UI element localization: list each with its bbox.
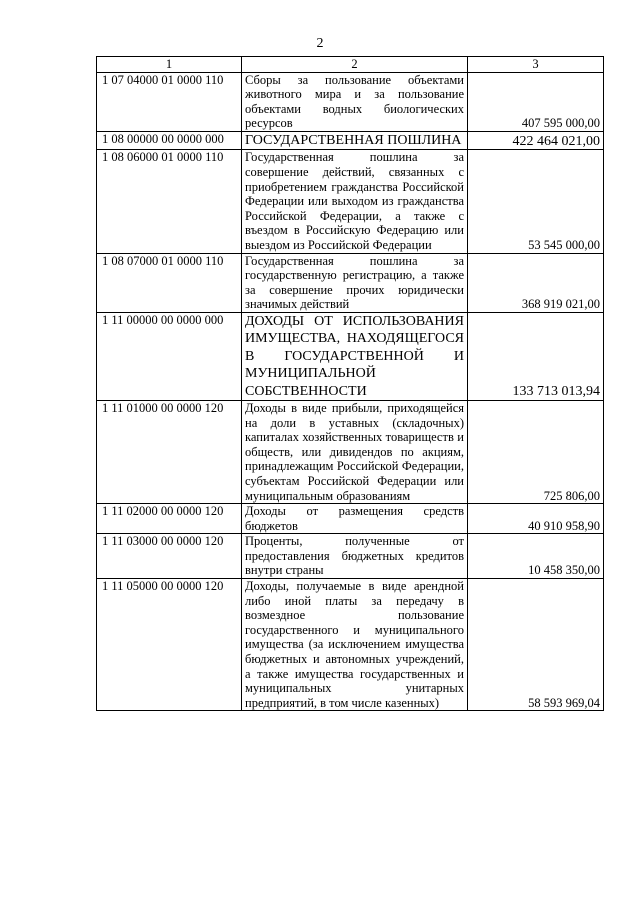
revenue-amount: 58 593 969,04 <box>468 579 604 711</box>
budget-code: 1 08 07000 01 0000 110 <box>97 253 242 312</box>
revenue-name: Сборы за пользование объектами животного мира и за пользование объектами водных биологических ресурсов <box>242 72 468 131</box>
column-header-1: 1 <box>97 57 242 73</box>
column-header-3: 3 <box>468 57 604 73</box>
revenue-name: Доходы в виде прибыли, приходящейся на доли в уставных (складочных) капиталах хозяйственных товариществ и обществ, или дивидендов по акциям, принадлежащим Российской Федерации, субъектам Российской Федерации или муниципальным образованиям <box>242 400 468 503</box>
budget-code: 1 11 00000 00 0000 000 <box>97 312 242 400</box>
table-row <box>97 72 604 131</box>
revenue-name: ДОХОДЫ ОТ ИСПОЛЬЗОВАНИЯ ИМУЩЕСТВА, НАХОДЯЩЕГОСЯ В ГОСУДАРСТВЕННОЙ И МУНИЦИПАЛЬНОЙ СОБСТВЕННОСТИ <box>242 312 468 400</box>
budget-code: 1 11 01000 00 0000 120 <box>97 400 242 503</box>
table-header-row <box>97 57 604 73</box>
revenue-table <box>96 56 604 711</box>
revenue-name: Доходы, получаемые в виде арендной либо иной платы за передачу в возмездное пользование государственного и муниципального имущества (за исключением имущества бюджетных и автономных учреждений, а также имущества государственных и муниципальных унитарных предприятий, в том числе казенных) <box>242 579 468 711</box>
revenue-name: Государственная пошлина за государственную регистрацию, а также за совершение прочих юридически значимых действий <box>242 253 468 312</box>
revenue-amount: 40 910 958,90 <box>468 504 604 534</box>
budget-code: 1 11 03000 00 0000 120 <box>97 534 242 579</box>
revenue-name: Доходы от размещения средств бюджетов <box>242 504 468 534</box>
revenue-name: Государственная пошлина за совершение действий, связанных с приобретением гражданства Российской Федерации или выходом из гражданства Российской Федерации, а также с въездом в Российскую Федерацию или выездом из Российской Федерации <box>242 150 468 253</box>
budget-code: 1 11 05000 00 0000 120 <box>97 579 242 711</box>
table-row <box>97 131 604 149</box>
table-row <box>97 504 604 534</box>
column-header-2: 2 <box>242 57 468 73</box>
revenue-amount: 725 806,00 <box>468 400 604 503</box>
budget-code: 1 11 02000 00 0000 120 <box>97 504 242 534</box>
revenue-amount: 368 919 021,00 <box>468 253 604 312</box>
table-row <box>97 400 604 503</box>
budget-code: 1 08 06000 01 0000 110 <box>97 150 242 253</box>
table-row <box>97 253 604 312</box>
budget-code: 1 07 04000 01 0000 110 <box>97 72 242 131</box>
page-number: 2 <box>316 36 324 51</box>
table-row <box>97 534 604 579</box>
table-row <box>97 579 604 711</box>
budget-code: 1 08 00000 00 0000 000 <box>97 131 242 149</box>
table-row <box>97 312 604 400</box>
revenue-name: ГОСУДАРСТВЕННАЯ ПОШЛИНА <box>242 131 468 149</box>
table-row <box>97 150 604 253</box>
revenue-amount: 407 595 000,00 <box>468 72 604 131</box>
revenue-amount: 10 458 350,00 <box>468 534 604 579</box>
revenue-name: Проценты, полученные от предоставления бюджетных кредитов внутри страны <box>242 534 468 579</box>
revenue-amount: 53 545 000,00 <box>468 150 604 253</box>
revenue-amount: 133 713 013,94 <box>468 312 604 400</box>
revenue-amount: 422 464 021,00 <box>468 131 604 149</box>
